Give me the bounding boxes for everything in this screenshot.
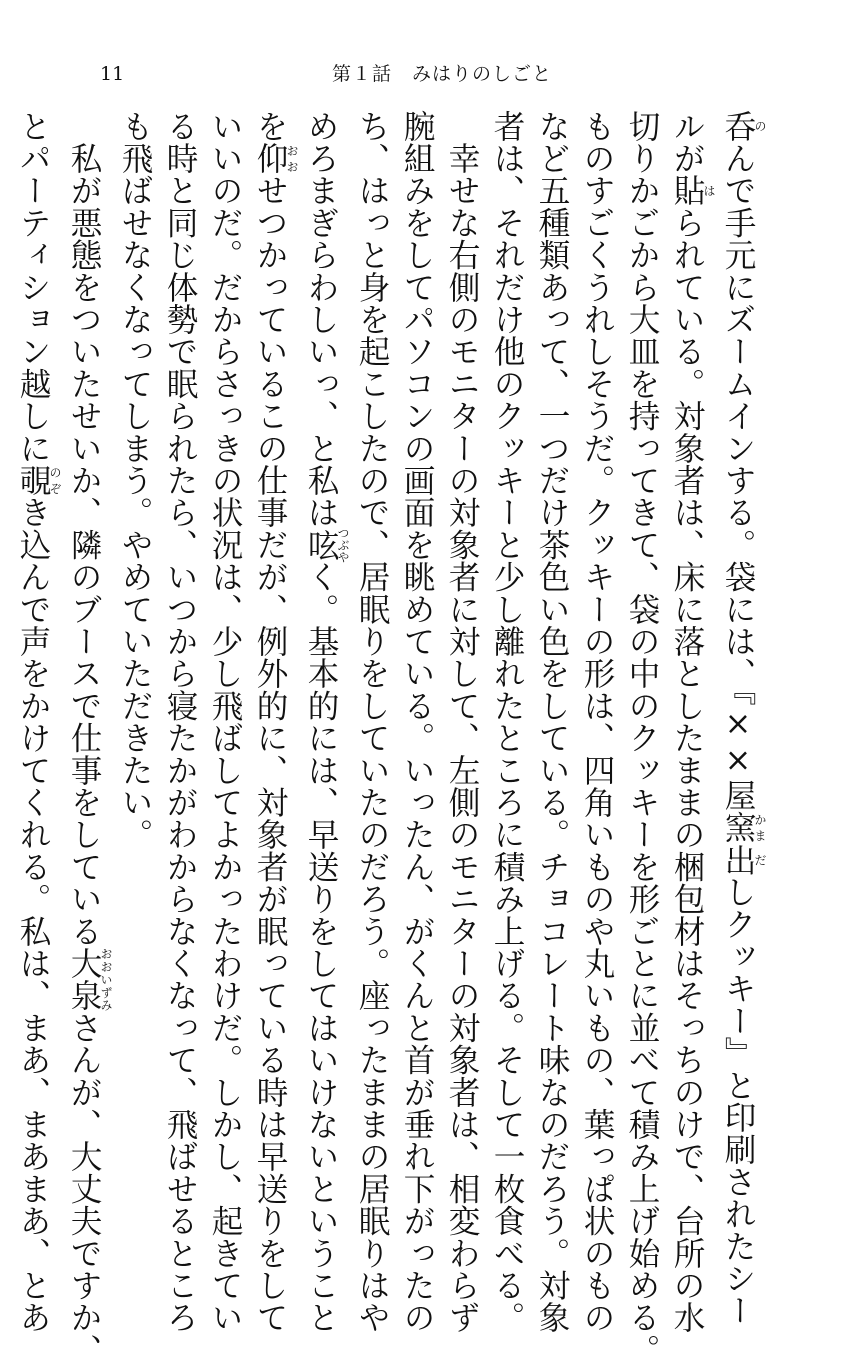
text-line: [61, 110, 113, 1366]
text-segment: る時と同じ体勢で眠られたら、いつから寝たかがわからなくなって、飛ばせるところ: [162, 110, 198, 1334]
text-line: [157, 110, 202, 1334]
furigana-base: 窯: [720, 811, 756, 844]
text-segment: とパーティション越しに: [15, 110, 51, 465]
text-line: [715, 110, 767, 1327]
text-segment: ち、はっと身を起こしたので、居眠りをしていたのだろう。座ったままの居眠りはや: [354, 110, 390, 1334]
furigana-word: [720, 110, 767, 143]
running-title: 第１話 みはりのしごと: [332, 63, 553, 85]
text-segment: き込んで声をかけてくれる。私は、まあ、まあまあ、とあ: [15, 496, 51, 1334]
furigana-word: [720, 811, 767, 844]
furigana-base: 呑: [720, 110, 756, 143]
furigana-base: 仰: [252, 142, 288, 175]
text-line: [247, 110, 299, 1334]
furigana-reading: おお: [285, 142, 299, 175]
text-segment: を: [252, 110, 288, 143]
text-segment: られている。対象者は、床に落としたままの梱包材はそっちのけで、台所の水: [669, 206, 705, 1334]
text-line: [349, 110, 394, 1334]
furigana-reading: おおいずみ: [99, 947, 113, 1012]
text-line: [439, 110, 484, 1334]
furigana-word: [669, 174, 716, 207]
furigana-base: 覗: [15, 464, 51, 497]
furigana-word: [252, 142, 299, 175]
text-segment: しクッキー』と印刷されたシー: [720, 875, 756, 1327]
text-segment: 幸せな右側のモニターの対象者に対して、左側のモニターの対象者は、相変わらず: [444, 110, 480, 1334]
text-segment: く。基本的には、早送りをしてはいけないということ: [303, 560, 339, 1334]
text-segment: いいのだ。だからさっきの状況は、少し飛ばしてよかったわけだ。しかし、起きてい: [207, 110, 243, 1334]
text-segment: 者は、それだけ他のクッキーと少し離れたところに積み上げる。そして一枚食べる。: [489, 110, 525, 1334]
text-line: [394, 110, 439, 1334]
text-segment: めろまぎらわしいっ、と私は: [303, 110, 339, 529]
text-segment: んで手元にズームインする。袋には、『××屋: [720, 142, 756, 812]
text-segment: 私が悪態をついたせいか、隣のブースで仕事をしている: [66, 110, 102, 948]
text-segment: も飛ばせなくなってしまう。やめていただきたい。: [117, 110, 153, 851]
text-segment: ルが: [669, 110, 705, 175]
furigana-base: 出: [720, 843, 756, 876]
text-line: [529, 110, 574, 1334]
page-number: 11: [100, 63, 125, 85]
text-line: [619, 110, 664, 1366]
furigana-word: [720, 843, 767, 876]
vertical-body-text: [15, 110, 767, 1366]
text-segment: ものすごくうれしそうだ。クッキーの形は、四角いものや丸いもの、葉っぱ状のもの: [579, 110, 615, 1334]
furigana-reading: は: [702, 174, 716, 207]
furigana-word: [66, 947, 113, 1012]
text-line: [298, 110, 350, 1334]
text-line: [484, 110, 529, 1334]
text-segment: など五種類あって、一つだけ茶色い色をしている。チョコレート味なのだろう。対象: [534, 110, 570, 1334]
text-segment: さんが、大丈夫ですか、: [66, 1011, 102, 1366]
furigana-reading: のぞ: [48, 464, 62, 497]
furigana-word: [303, 526, 350, 563]
text-line: [202, 110, 247, 1334]
text-line: [10, 110, 62, 1334]
text-segment: せつかっているこの仕事だが、例外的に、対象者が眠っている時は早送りをして: [252, 174, 288, 1334]
furigana-base: 呟: [303, 526, 339, 563]
text-line: [664, 110, 716, 1334]
text-segment: 切りかごから大皿を持ってきて、袋の中のクッキーを形ごとに並べて積み上げ始める。: [624, 110, 660, 1366]
text-segment: 腕組みをしてパソコンの画面を眺めている。いったん、がくんと首が垂れ下がったの: [399, 110, 435, 1334]
furigana-word: [15, 464, 62, 497]
furigana-reading: かま: [753, 811, 767, 844]
furigana-base: 貼: [669, 174, 705, 207]
text-line: [574, 110, 619, 1334]
furigana-base: 大泉: [66, 947, 102, 1012]
furigana-reading: つぶや: [336, 526, 350, 563]
furigana-reading: の: [753, 110, 767, 143]
text-line: [112, 110, 157, 1130]
furigana-reading: だ: [753, 843, 767, 876]
